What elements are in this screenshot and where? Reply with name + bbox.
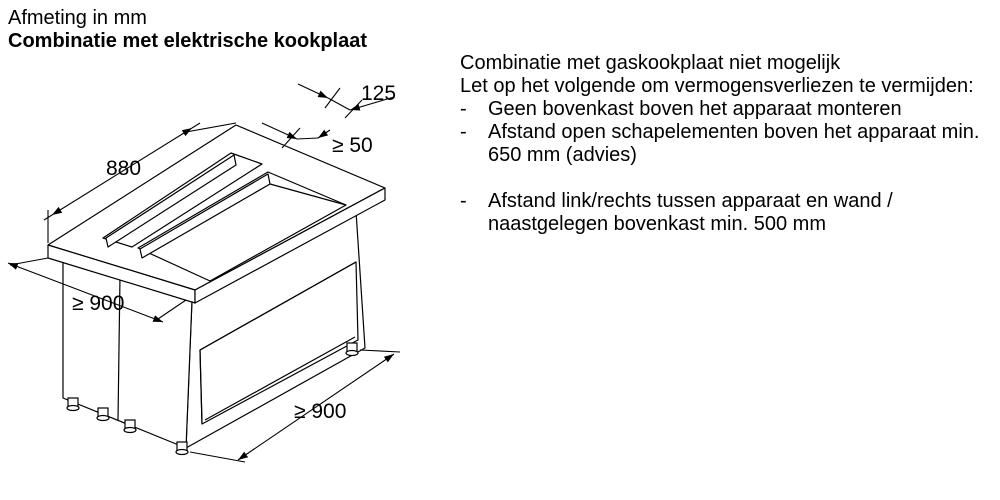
bullet-item bbox=[460, 190, 990, 236]
dim-900-side-label: ≥ 900 bbox=[72, 292, 125, 315]
bullet-item bbox=[460, 121, 990, 167]
foot bbox=[124, 428, 136, 433]
cabinet-dimension-drawing bbox=[0, 0, 460, 500]
foot bbox=[67, 406, 79, 411]
bullet-text: Afstand open schapelementen boven het apparaat min. 650 mm (advies) bbox=[488, 121, 980, 166]
dim-125-label: 125 bbox=[361, 82, 397, 105]
dim-900-front-label: ≥ 900 bbox=[294, 400, 347, 423]
installation-notes bbox=[460, 52, 990, 236]
foot bbox=[97, 416, 109, 421]
dim-50-label: ≥ 50 bbox=[332, 134, 373, 157]
foot bbox=[346, 351, 358, 356]
attention-note: Let op het volgende om vermogensverliezen te vermijden: bbox=[460, 75, 974, 97]
gas-hob-note: Combinatie met gaskookplaat niet mogelijk bbox=[460, 52, 841, 74]
bullet-item bbox=[460, 98, 990, 121]
foot bbox=[176, 450, 188, 455]
page-title: Combinatie met elektrische kookplaat bbox=[8, 30, 368, 52]
bullet-text: Geen bovenkast boven het apparaat monteren bbox=[488, 98, 902, 120]
dim-880-label: 880 bbox=[106, 157, 142, 180]
units-label: Afmeting in mm bbox=[8, 7, 147, 29]
bullet-marker: - bbox=[460, 121, 467, 143]
bullet-marker: - bbox=[460, 190, 467, 212]
bullet-text: Afstand link/rechts tussen apparaat en wand / naastgelegen bovenkast min. 500 mm bbox=[488, 190, 893, 235]
dim-125-line bbox=[298, 84, 328, 98]
bullet-marker: - bbox=[460, 98, 467, 120]
